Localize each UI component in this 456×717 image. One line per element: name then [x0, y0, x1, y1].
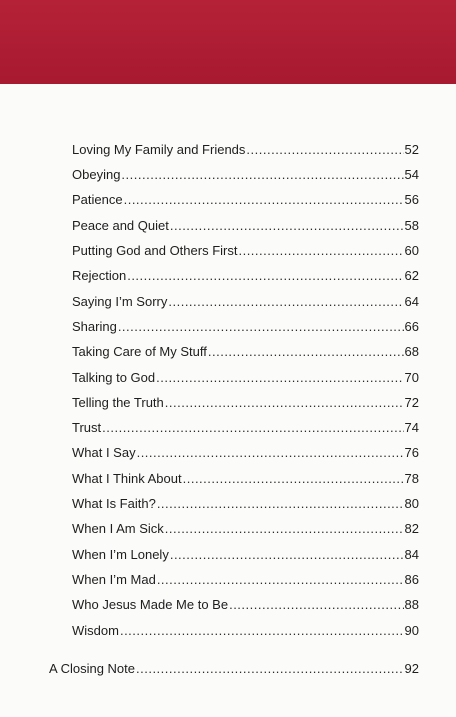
- toc-entry-title: Obeying: [72, 167, 121, 182]
- dot-leader: [208, 343, 404, 361]
- dot-leader: [127, 267, 403, 285]
- toc-entry[interactable]: [72, 369, 419, 387]
- toc-entry-title: Rejection: [72, 268, 127, 283]
- toc-entry-title: When I’m Mad: [72, 572, 156, 587]
- toc-entry-title: What I Say: [72, 445, 136, 460]
- toc-entry-title: When I’m Lonely: [72, 547, 169, 562]
- toc-entry[interactable]: [72, 217, 419, 235]
- dot-leader: [156, 369, 403, 387]
- toc-entry-page: 82: [404, 521, 419, 536]
- toc-entry[interactable]: [72, 419, 419, 437]
- toc-entry[interactable]: [72, 546, 419, 564]
- toc-entry[interactable]: [72, 141, 419, 159]
- toc-entry-title: Wisdom: [72, 623, 119, 638]
- dot-leader: [118, 318, 404, 336]
- toc-entry[interactable]: [72, 596, 419, 614]
- toc-entry-title: Who Jesus Made Me to Be: [72, 597, 229, 612]
- toc-entry[interactable]: [72, 318, 419, 336]
- dot-leader: [157, 495, 404, 513]
- toc-entry-title: Talking to God: [72, 370, 156, 385]
- dot-leader: [137, 444, 404, 462]
- toc-entry-page: 70: [404, 370, 419, 385]
- toc-entry-page: 84: [404, 547, 419, 562]
- toc-entry-title: Putting God and Others First: [72, 243, 238, 258]
- toc-entry-page: 62: [404, 268, 419, 283]
- toc-entry-title: What I Think About: [72, 471, 182, 486]
- toc-entry-page: 64: [404, 294, 419, 309]
- dot-leader: [121, 166, 403, 184]
- toc-entry-title: Peace and Quiet: [72, 218, 169, 233]
- toc-entry-page: 86: [404, 572, 419, 587]
- toc-entry-page: 80: [404, 496, 419, 511]
- toc-entry[interactable]: [72, 191, 419, 209]
- toc-entry-page: 72: [404, 395, 419, 410]
- toc-entry[interactable]: [72, 444, 419, 462]
- toc-entry-page: 76: [404, 445, 419, 460]
- toc-entry-page: 54: [404, 167, 419, 182]
- dot-leader: [165, 394, 404, 412]
- toc-entry[interactable]: [72, 343, 419, 361]
- toc-entry-title: What Is Faith?: [72, 496, 156, 511]
- toc-entry-page: 52: [404, 142, 419, 157]
- toc-entry[interactable]: [72, 267, 419, 285]
- toc-entry-title: Sharing: [72, 319, 117, 334]
- dot-leader: [246, 141, 403, 159]
- dot-leader: [183, 470, 404, 488]
- toc-entry-page: 56: [404, 192, 419, 207]
- toc-entry-title: Saying I’m Sorry: [72, 294, 168, 309]
- dot-leader: [229, 596, 403, 614]
- toc-entry[interactable]: [72, 520, 419, 538]
- dot-leader: [170, 217, 404, 235]
- toc-entry-title: Taking Care of My Stuff: [72, 344, 207, 359]
- toc-closing-entry[interactable]: [49, 660, 419, 678]
- toc-entry-page: 88: [404, 597, 419, 612]
- toc-entry[interactable]: [72, 622, 419, 640]
- toc-entry[interactable]: [72, 495, 419, 513]
- toc-entry-title: Telling the Truth: [72, 395, 164, 410]
- toc-entry-page: 68: [404, 344, 419, 359]
- dot-leader: [124, 191, 404, 209]
- dot-leader: [157, 571, 404, 589]
- dot-leader: [238, 242, 403, 260]
- toc-entry-page: 78: [404, 471, 419, 486]
- toc-entry-title: Loving My Family and Friends: [72, 142, 246, 157]
- toc-entry-title: Patience: [72, 192, 123, 207]
- toc-entry[interactable]: [72, 571, 419, 589]
- toc-entry-title: Trust: [72, 420, 102, 435]
- toc-entry-page: 60: [404, 243, 419, 258]
- toc-entry[interactable]: [72, 166, 419, 184]
- toc-entry-title: When I Am Sick: [72, 521, 164, 536]
- toc-entry-page: 90: [404, 623, 419, 638]
- toc-entry-title: A Closing Note: [49, 661, 135, 676]
- toc-entry[interactable]: [72, 242, 419, 260]
- dot-leader: [120, 622, 404, 640]
- toc-entry-page: 58: [404, 218, 419, 233]
- dot-leader: [170, 546, 404, 564]
- dot-leader: [165, 520, 404, 538]
- dot-leader: [168, 293, 403, 311]
- toc-entry-page: 74: [404, 420, 419, 435]
- dot-leader: [136, 660, 404, 678]
- toc-entry[interactable]: [72, 394, 419, 412]
- dot-leader: [102, 419, 403, 437]
- toc-entry[interactable]: [72, 293, 419, 311]
- toc-entry-page: 92: [404, 661, 419, 676]
- toc-entry-page: 66: [404, 319, 419, 334]
- toc-entry[interactable]: [72, 470, 419, 488]
